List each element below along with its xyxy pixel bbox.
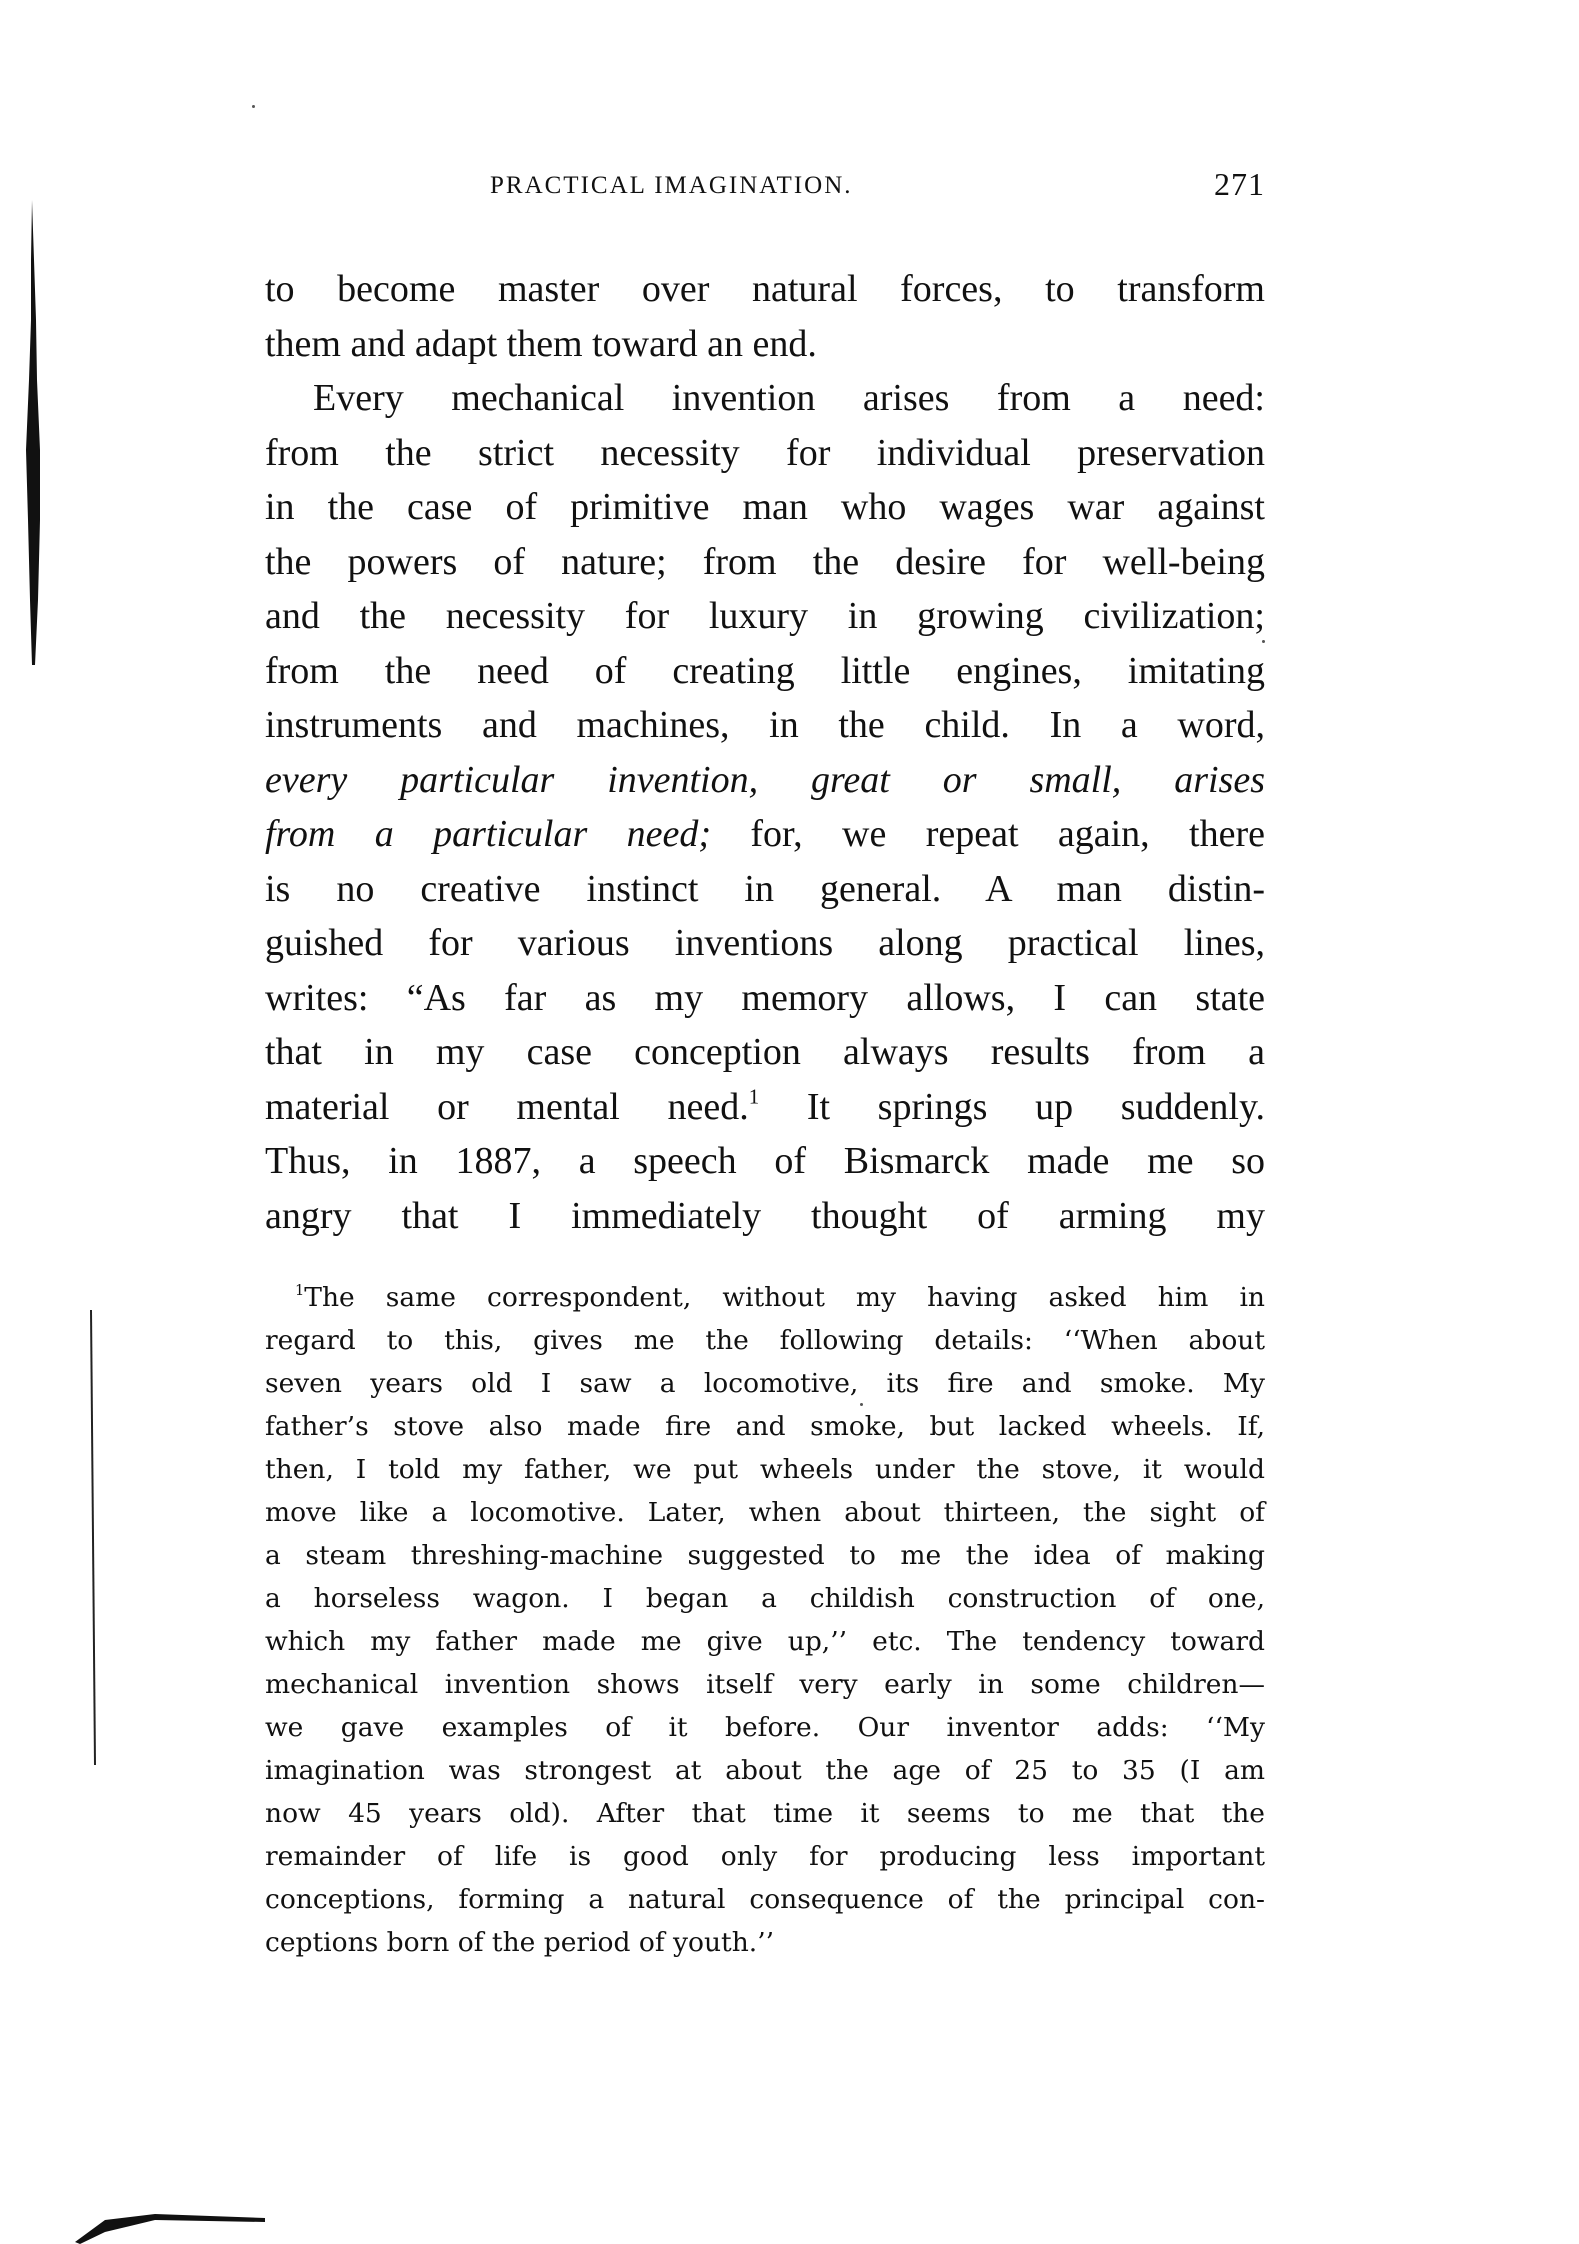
body-line-italic bbox=[265, 753, 1265, 808]
body-line: is no creative instinct in general. A man distin- bbox=[265, 867, 1265, 910]
scan-edge-shadow-top bbox=[20, 200, 40, 665]
footnote-line: seven years old I saw a locomotive, its fire and smoke. My bbox=[265, 1368, 1265, 1399]
body-line: and the necessity for luxury in growing civilization; bbox=[265, 595, 1265, 637]
footnote-text-run: The same correspondent, without my having asked him in bbox=[304, 1282, 1265, 1313]
body-line: that in my case conception always results from a bbox=[265, 1031, 1265, 1073]
body-line-mixed bbox=[265, 807, 1265, 862]
body-text bbox=[265, 262, 1265, 1243]
emphasis: from a particular need; bbox=[265, 813, 711, 855]
body-line: Thus, in 1887, a speech of Bismarck made me so bbox=[265, 1140, 1265, 1182]
body-line: guished for various inventions along practical lines, bbox=[265, 922, 1265, 964]
footnote-line: then, I told my father, we put wheels under the stove, it would bbox=[265, 1454, 1265, 1485]
footnote-line: conceptions, forming a natural consequence of the principal con- bbox=[265, 1884, 1265, 1915]
scan-edge-line-bottom bbox=[88, 1310, 104, 1765]
footnote-line: now 45 years old). After that time it seems to me that the bbox=[265, 1798, 1265, 1829]
body-line-paragraph-start: Every mechanical invention arises from a need: bbox=[313, 377, 1265, 419]
footnote-reference[interactable]: 1 bbox=[748, 1083, 760, 1108]
body-line: from the need of creating little engines, imitating bbox=[265, 649, 1265, 692]
footnote-line: remainder of life is good only for producing less important bbox=[265, 1841, 1265, 1872]
running-title: PRACTICAL IMAGINATION. bbox=[490, 172, 853, 199]
footnote-line: we gave examples of it before. Our inventor adds: ‘‘My bbox=[265, 1712, 1265, 1743]
body-line: instruments and machines, in the child. In a word, bbox=[265, 704, 1265, 746]
footnote-line: a horseless wagon. I began a childish construction of one, bbox=[265, 1583, 1265, 1614]
footnote-line: move like a locomotive. Later, when about thirteen, the sight of bbox=[265, 1497, 1265, 1528]
footnote-line: which my father made me give up,’’ etc. The tendency toward bbox=[265, 1626, 1265, 1657]
body-line: angry that I immediately thought of arming my bbox=[265, 1194, 1265, 1237]
emphasis: every particular invention, great or small, arises bbox=[265, 758, 1265, 801]
footnote-line: regard to this, gives me the following details: ‘‘When about bbox=[265, 1325, 1265, 1356]
running-head bbox=[265, 160, 1265, 210]
body-text-run: material or mental need. bbox=[265, 1085, 749, 1128]
scan-speck bbox=[252, 105, 255, 108]
footnote-line-first bbox=[265, 1276, 1265, 1319]
footnote-line: a steam threshing-machine suggested to me the idea of making bbox=[265, 1540, 1265, 1571]
footnote-line: mechanical invention shows itself very early in some children— bbox=[265, 1669, 1265, 1700]
footnote-line: ceptions born of the period of youth.’’ bbox=[265, 1927, 775, 1958]
body-line-with-footnote-ref bbox=[265, 1080, 1265, 1135]
body-line: in the case of primitive man who wages war against bbox=[265, 486, 1265, 528]
body-line: writes: “As far as my memory allows, I can state bbox=[265, 976, 1265, 1019]
body-text-run: for, we repeat again, there bbox=[711, 813, 1265, 855]
body-line: the powers of nature; from the desire for well-being bbox=[265, 540, 1265, 583]
footnote-marker: 1 bbox=[295, 1282, 305, 1300]
footnote-line: imagination was strongest at about the age of 25 to 35 (I am bbox=[265, 1755, 1265, 1786]
footnote bbox=[265, 1276, 1265, 1964]
body-text-run: It springs up suddenly. bbox=[759, 1085, 1265, 1128]
page-number: 271 bbox=[1214, 166, 1265, 202]
scan-smudge-bottom bbox=[75, 2208, 265, 2244]
footnote-line: father’s stove also made fire and smoke, but lacked wheels. If, bbox=[265, 1411, 1265, 1442]
body-line: to become master over natural forces, to transform bbox=[265, 268, 1265, 310]
body-line: them and adapt them toward an end. bbox=[265, 322, 817, 365]
body-line: from the strict necessity for individual preservation bbox=[265, 431, 1265, 474]
